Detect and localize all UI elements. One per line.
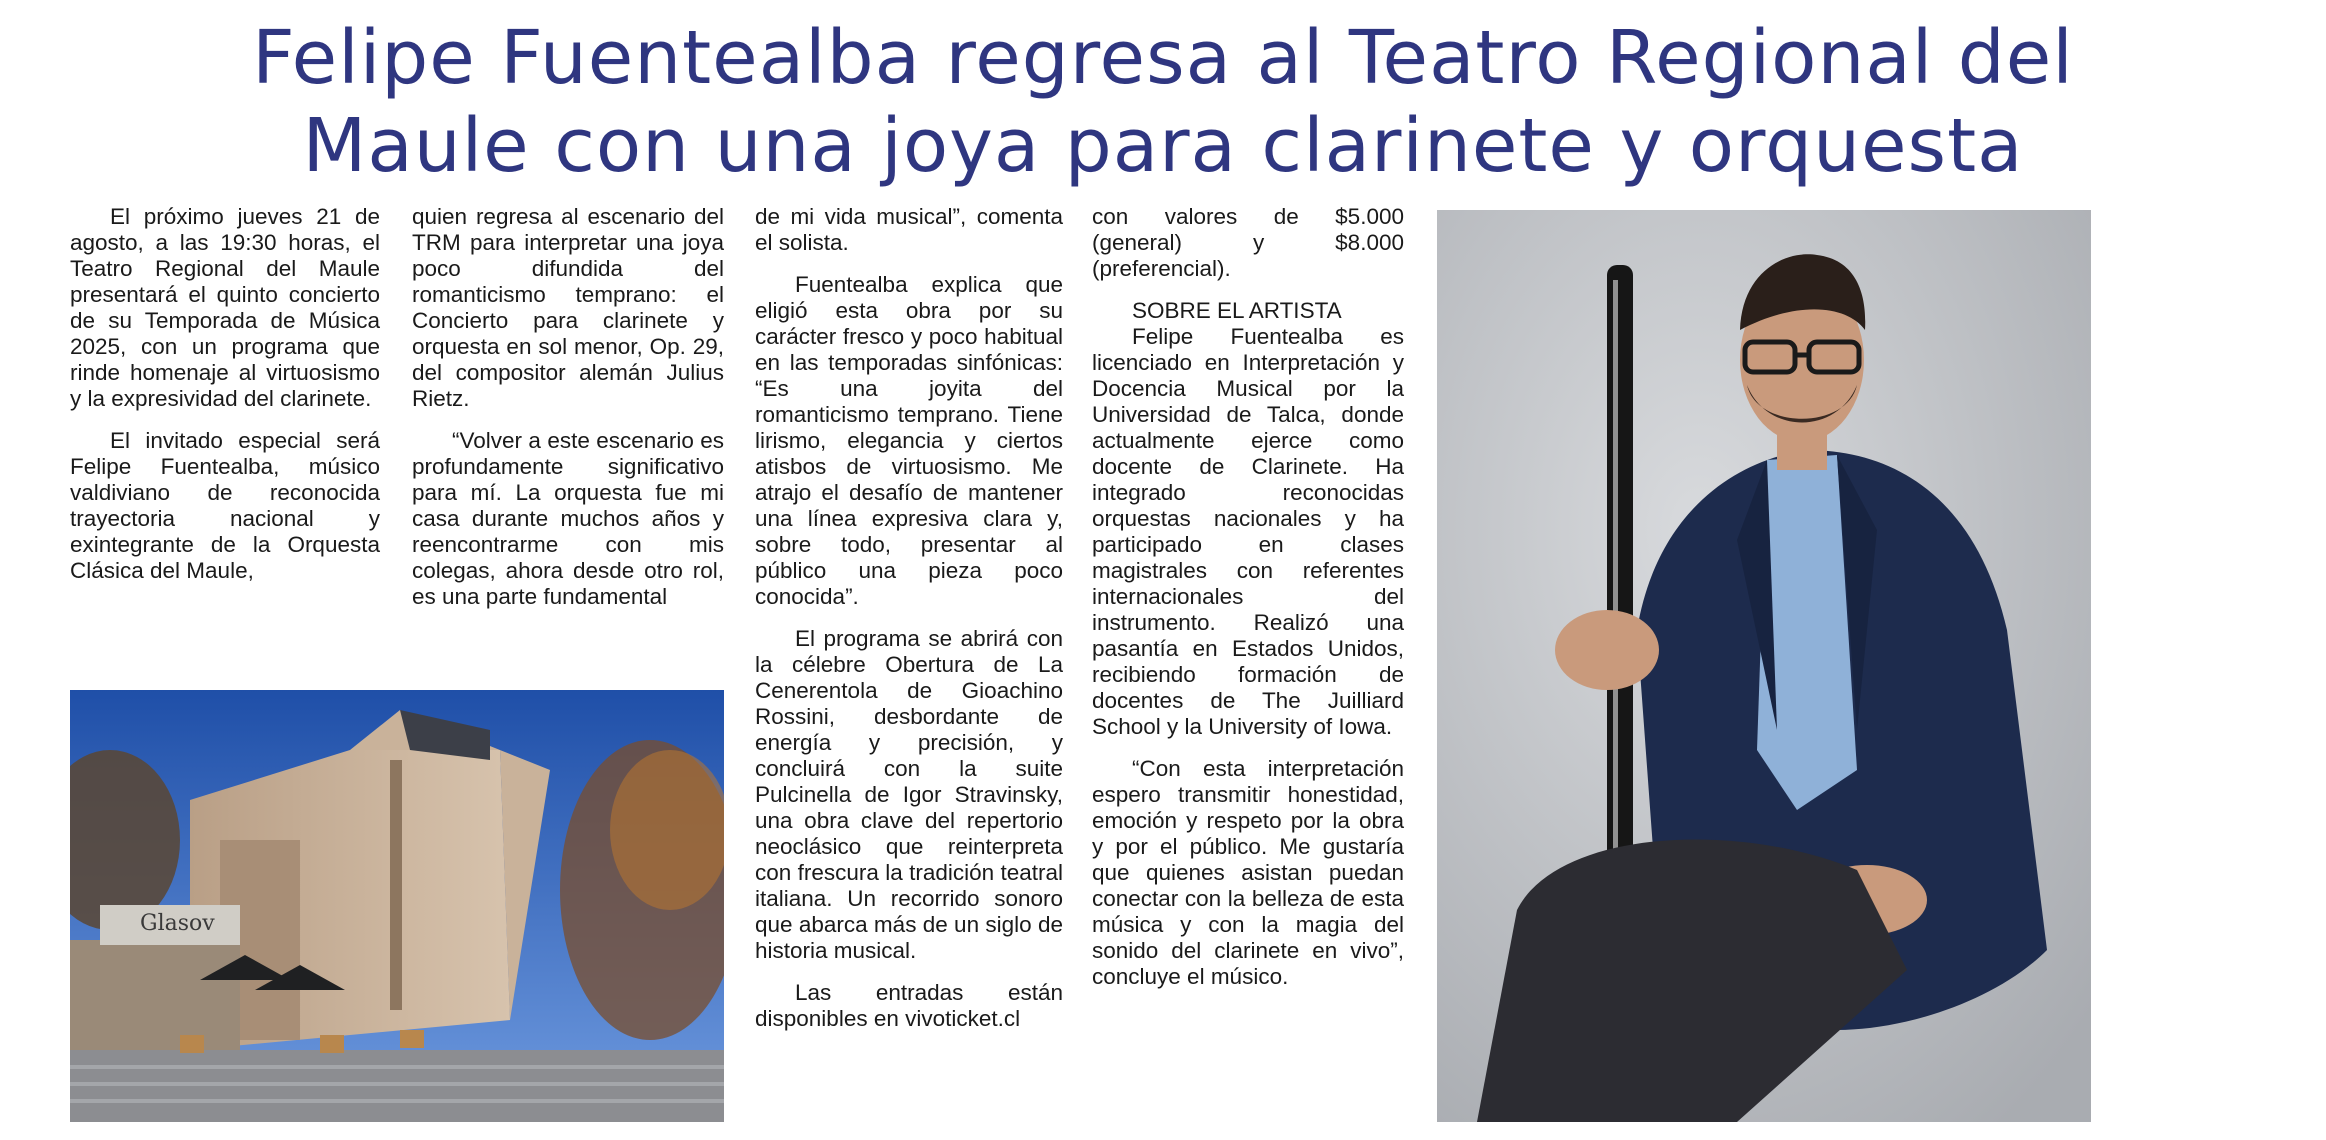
paragraph-prices: con valores de $5.000 (general) y $8.000 (preferencial). — [1092, 204, 1404, 281]
paragraph-intro: El próximo jueves 21 de agosto, a las 19:30 horas, el Teatro Regional del Maule presentará el quinto concierto de su Temporada de Música 2025, con un programa que rinde homenaje al virtuosismo y la expresividad del clarinete. — [70, 204, 380, 411]
paragraph-program: El programa se abrirá con la célebre Obertura de La Cenerentola de Gioachino Rossini, desbordante de energía y precisión, y concluirá con la suite Pulcinella de Igor Stravinsky, una obra clave del repertorio neoclásico que reinterpreta con frescura la tradición teatral italiana. Un recorrido sonoro que abarca más de un siglo de historia musical. — [755, 626, 1063, 963]
section-heading-artist: SOBRE EL ARTISTA — [1132, 298, 1342, 323]
article-column-2 — [412, 204, 724, 610]
musician-photo — [1437, 210, 2091, 1122]
paragraph-quote: “Volver a este escenario es profundamente significativo para mí. La orquesta fue mi casa durante muchos años y reencontrarme con mis colegas, ahora desde otro rol, es una parte fundamental — [412, 428, 724, 609]
paragraph-tickets: Las entradas están disponibles en vivoticket.cl — [755, 980, 1063, 1031]
paragraph-work-choice: Fuentealba explica que eligió esta obra por su carácter fresco y poco habitual en las temporadas sinfónicas: “Es una joyita del romanticismo temprano. Tiene lirismo, elegancia y ciertos atisbos de virtuosismo. Me atrajo el desafío de mantener una línea expresiva clara y, sobre todo, presentar al público una pieza poco conocida”. — [755, 272, 1063, 609]
article-column-4 — [1092, 204, 1404, 990]
theater-photo — [70, 690, 724, 1122]
headline-line-2: Maule con una joya para clarinete y orquesta — [302, 103, 2024, 189]
cafe-sign-text: Glasov — [140, 911, 215, 936]
paragraph-quote-continued: de mi vida musical”, comenta el solista. — [755, 204, 1063, 255]
headline — [0, 14, 2326, 190]
article-column-3 — [755, 204, 1063, 1032]
paragraph-closing-quote: “Con esta interpretación espero transmitir honestidad, emoción y respeto por la obra y por el público. Me gustaría que quienes asistan puedan conectar con la belleza de esta música y con la magia del sonido del clarinete en vivo”, concluye el músico. — [1092, 756, 1404, 989]
article-column-1 — [70, 204, 380, 584]
paragraph-guest: El invitado especial será Felipe Fuentealba, músico valdiviano de reconocida trayectoria nacional y exintegrante de la Orquesta Clásica del Maule, — [70, 428, 380, 583]
paragraph-guest-continued: quien regresa al escenario del TRM para interpretar una joya poco difundida del romanticismo temprano: el Concierto para clarinete y orquesta en sol menor, Op. 29, del compositor alemán Julius Rietz. — [412, 204, 724, 411]
headline-line-1: Felipe Fuentealba regresa al Teatro Regional del — [252, 15, 2074, 101]
paragraph-artist-bio: Felipe Fuentealba es licenciado en Interpretación y Docencia Musical por la Universidad de Talca, donde actualmente ejerce como docente de Clarinete. Ha integrado reconocidas orquestas nacionales y ha participado en clases magistrales con referentes internacionales del instrumento. Realizó una pasantía en Estados Unidos, recibiendo formación de docentes de The Juilliard School y la University of Iowa. — [1092, 324, 1404, 739]
